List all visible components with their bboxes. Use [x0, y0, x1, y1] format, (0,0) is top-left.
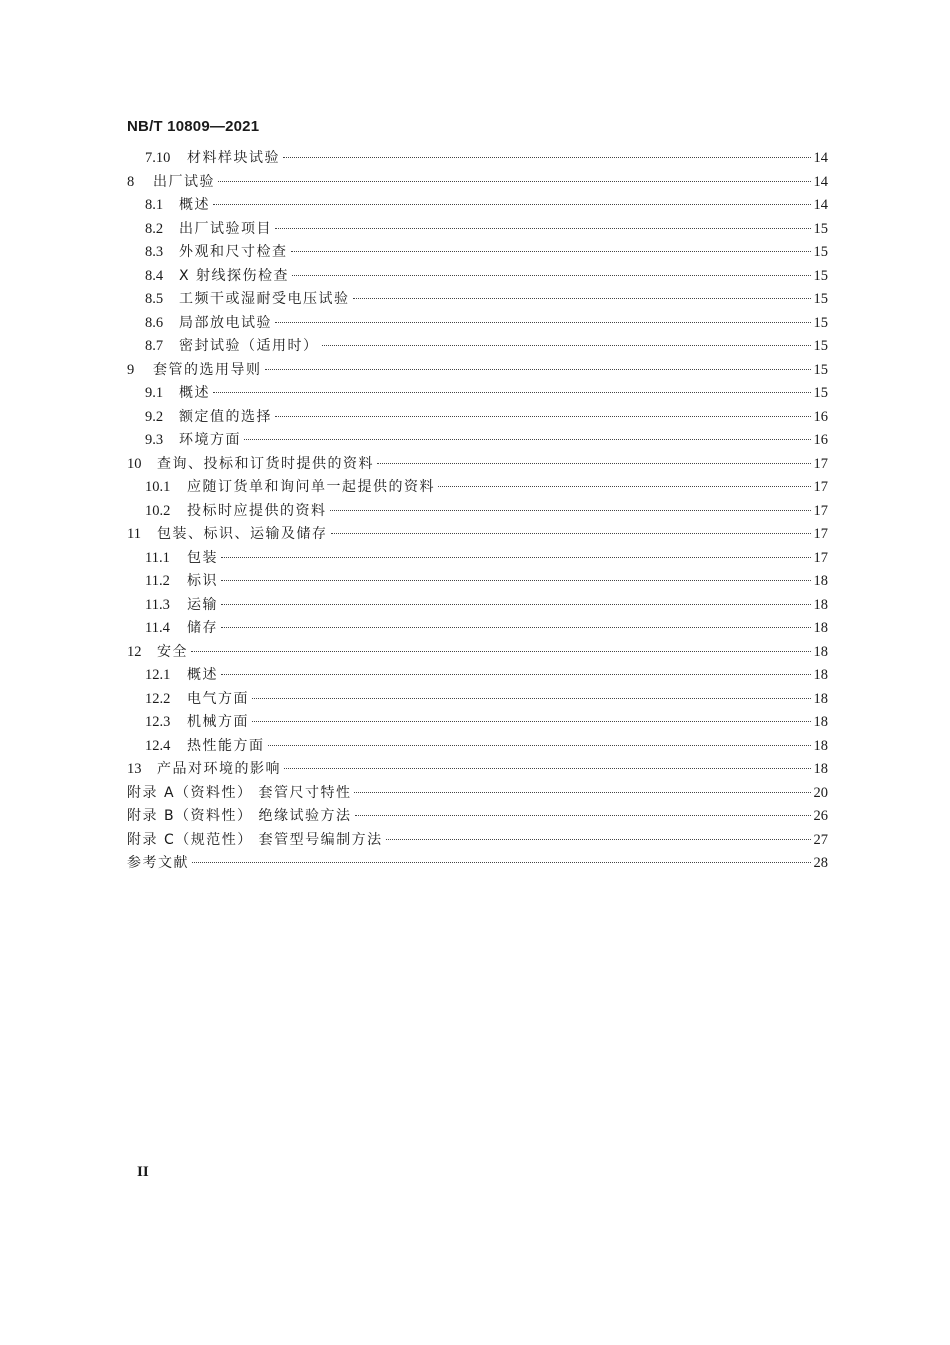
toc-entry[interactable] — [127, 594, 828, 618]
toc-entry-title: 查询、投标和订货时提供的资料 — [157, 455, 374, 472]
toc-dot-leader — [221, 604, 811, 605]
toc-entry-number: 10.1 — [145, 479, 171, 495]
toc-dot-leader — [221, 580, 811, 581]
toc-entry-page: 18 — [813, 761, 828, 777]
toc-entry-title: 出厂试验项目 — [179, 220, 272, 237]
toc-entry-title: 环境方面 — [179, 432, 241, 448]
toc-dot-leader — [244, 439, 811, 440]
toc-dot-leader — [275, 322, 811, 323]
toc-entry-title: 额定值的选择 — [179, 408, 272, 425]
toc-entry[interactable] — [127, 476, 828, 500]
toc-dot-leader — [221, 674, 811, 675]
toc-entry-title: 电气方面 — [187, 690, 249, 707]
toc-entry-title: 工频干或湿耐受电压试验 — [179, 291, 350, 307]
toc-entry-number: 11.3 — [145, 596, 170, 613]
toc-dot-leader — [268, 745, 811, 746]
toc-entry[interactable] — [127, 171, 828, 195]
toc-entry-number: 8.6 — [145, 314, 164, 331]
toc-entry-title: 概述 — [187, 667, 218, 683]
toc-entry-number: 11.4 — [145, 620, 170, 636]
toc-dot-leader — [292, 275, 810, 276]
toc-entry-number: 8.5 — [145, 291, 164, 307]
toc-entry-page: 15 — [813, 338, 828, 354]
toc-entry[interactable] — [127, 758, 828, 782]
toc-entry-number: 8 — [127, 173, 135, 190]
toc-entry-title: 机械方面 — [187, 714, 249, 730]
toc-entry[interactable] — [127, 735, 828, 759]
toc-entry-page: 16 — [813, 432, 828, 448]
toc-entry-number: 9.2 — [145, 408, 164, 425]
toc-entry[interactable] — [127, 265, 828, 289]
toc-entry-title: 热性能方面 — [187, 737, 265, 754]
toc-dot-leader — [213, 204, 811, 205]
toc-dot-leader — [221, 627, 811, 628]
toc-entry[interactable] — [127, 829, 828, 853]
toc-entry[interactable] — [127, 382, 828, 406]
toc-entry-page: 27 — [813, 831, 828, 848]
toc-dot-leader — [218, 181, 811, 182]
toc-entry-number: 8.4 — [145, 267, 164, 284]
toc-entry-page: 17 — [813, 455, 828, 472]
toc-entry-number: 7.10 — [145, 150, 171, 166]
toc-dot-leader — [252, 721, 811, 722]
toc-entry-page: 15 — [813, 361, 828, 378]
toc-entry[interactable] — [127, 664, 828, 688]
toc-entry[interactable] — [127, 429, 828, 453]
toc-entry-page: 15 — [813, 244, 828, 260]
toc-dot-leader — [331, 533, 811, 534]
toc-entry[interactable] — [127, 241, 828, 265]
toc-entry-page: 15 — [813, 220, 828, 237]
toc-entry-page: 14 — [813, 173, 828, 190]
toc-entry-title: 概述 — [179, 385, 210, 401]
toc-entry-number: 12.3 — [145, 714, 171, 730]
toc-dot-leader — [354, 792, 810, 793]
toc-dot-leader — [330, 510, 811, 511]
toc-entry[interactable] — [127, 711, 828, 735]
toc-entry-page: 14 — [813, 197, 828, 213]
toc-entry-page: 15 — [813, 267, 828, 284]
toc-entry-page: 18 — [813, 596, 828, 613]
table-of-contents — [127, 147, 828, 876]
toc-entry-title: 包装 — [187, 549, 218, 566]
toc-entry-title: 参考文献 — [127, 855, 189, 871]
toc-entry[interactable] — [127, 335, 828, 359]
toc-entry-number: 11.2 — [145, 573, 170, 589]
toc-dot-leader — [353, 298, 811, 299]
toc-entry-number: 12.4 — [145, 737, 171, 754]
toc-entry-number: 12.2 — [145, 690, 171, 707]
toc-dot-leader — [191, 651, 811, 652]
toc-entry-title: 材料样块试验 — [187, 150, 280, 166]
toc-entry[interactable] — [127, 782, 828, 806]
toc-dot-leader — [265, 369, 811, 370]
toc-dot-leader — [284, 768, 811, 769]
toc-dot-leader — [213, 392, 811, 393]
toc-entry-title: 投标时应提供的资料 — [187, 502, 327, 519]
toc-entry[interactable] — [127, 641, 828, 665]
toc-entry-page: 15 — [813, 314, 828, 331]
toc-entry-page: 18 — [813, 620, 828, 636]
toc-entry-page: 28 — [813, 855, 828, 871]
toc-entry-title: X 射线探伤检查 — [179, 267, 290, 284]
toc-entry-number: 13 — [127, 761, 142, 777]
toc-entry-page: 15 — [813, 385, 828, 401]
toc-dot-leader — [438, 486, 811, 487]
toc-entry-number: 11 — [127, 526, 141, 542]
toc-entry-number: 9 — [127, 361, 135, 378]
toc-dot-leader — [192, 862, 811, 863]
toc-dot-leader — [386, 839, 811, 840]
toc-entry[interactable] — [127, 570, 828, 594]
toc-dot-leader — [377, 463, 811, 464]
toc-dot-leader — [221, 557, 811, 558]
toc-entry-title: 外观和尺寸检查 — [179, 244, 288, 260]
toc-entry-number: 9.3 — [145, 432, 164, 448]
toc-entry-title: 套管的选用导则 — [153, 361, 262, 378]
toc-entry-title: 出厂试验 — [153, 173, 215, 190]
toc-entry-number: 12 — [127, 643, 142, 660]
toc-entry-title: 附录 B（资料性） 绝缘试验方法 — [127, 808, 352, 824]
toc-entry-title: 标识 — [187, 573, 218, 589]
toc-entry[interactable] — [127, 312, 828, 336]
toc-entry[interactable] — [127, 852, 828, 876]
toc-entry-title: 储存 — [187, 620, 218, 636]
toc-entry-number: 8.1 — [145, 197, 164, 213]
toc-entry-page: 18 — [813, 714, 828, 730]
toc-entry-page: 15 — [813, 291, 828, 307]
toc-dot-leader — [322, 345, 811, 346]
toc-entry-number: 8.7 — [145, 338, 164, 354]
toc-entry-number: 9.1 — [145, 385, 164, 401]
toc-entry-page: 17 — [813, 549, 828, 566]
toc-entry[interactable] — [127, 547, 828, 571]
toc-entry[interactable] — [127, 406, 828, 430]
toc-entry-number: 8.3 — [145, 244, 164, 260]
toc-entry-page: 18 — [813, 643, 828, 660]
toc-entry-page: 16 — [813, 408, 828, 425]
toc-entry-page: 18 — [813, 737, 828, 754]
toc-entry[interactable] — [127, 617, 828, 641]
toc-entry-title: 附录 A（资料性） 套管尺寸特性 — [127, 784, 352, 801]
document-code-header: NB/T 10809—2021 — [127, 118, 260, 135]
toc-entry[interactable] — [127, 218, 828, 242]
toc-entry-number: 11.1 — [145, 549, 170, 566]
toc-dot-leader — [275, 228, 811, 229]
toc-dot-leader — [252, 698, 811, 699]
toc-entry[interactable] — [127, 523, 828, 547]
toc-entry-page: 26 — [813, 808, 828, 824]
toc-entry-number: 10 — [127, 455, 142, 472]
toc-entry[interactable] — [127, 359, 828, 383]
toc-entry-title: 包装、标识、运输及储存 — [157, 526, 328, 542]
toc-entry-page: 20 — [813, 784, 828, 801]
toc-dot-leader — [283, 157, 811, 158]
toc-entry-page: 17 — [813, 479, 828, 495]
toc-entry-title: 应随订货单和询问单一起提供的资料 — [187, 479, 435, 495]
toc-entry-title: 局部放电试验 — [179, 314, 272, 331]
toc-entry[interactable] — [127, 194, 828, 218]
toc-entry[interactable] — [127, 453, 828, 477]
toc-entry-page: 17 — [813, 502, 828, 519]
toc-entry[interactable] — [127, 147, 828, 171]
toc-entry-page: 17 — [813, 526, 828, 542]
toc-entry-title: 安全 — [157, 643, 188, 660]
toc-entry-page: 18 — [813, 690, 828, 707]
toc-entry-page: 14 — [813, 150, 828, 166]
toc-dot-leader — [355, 815, 811, 816]
toc-entry-title: 附录 C（规范性） 套管型号编制方法 — [127, 831, 383, 848]
toc-entry[interactable] — [127, 500, 828, 524]
toc-entry-title: 概述 — [179, 197, 210, 213]
toc-dot-leader — [275, 416, 811, 417]
toc-entry[interactable] — [127, 805, 828, 829]
toc-entry-number: 10.2 — [145, 502, 171, 519]
toc-dot-leader — [291, 251, 811, 252]
toc-entry[interactable] — [127, 288, 828, 312]
toc-entry-number: 12.1 — [145, 667, 171, 683]
toc-entry-title: 产品对环境的影响 — [157, 761, 281, 777]
page-number: II — [137, 1164, 149, 1180]
toc-entry-page: 18 — [813, 573, 828, 589]
toc-entry-number: 8.2 — [145, 220, 164, 237]
toc-entry-title: 运输 — [187, 596, 218, 613]
toc-entry[interactable] — [127, 688, 828, 712]
toc-entry-page: 18 — [813, 667, 828, 683]
toc-entry-title: 密封试验（适用时） — [179, 338, 319, 354]
